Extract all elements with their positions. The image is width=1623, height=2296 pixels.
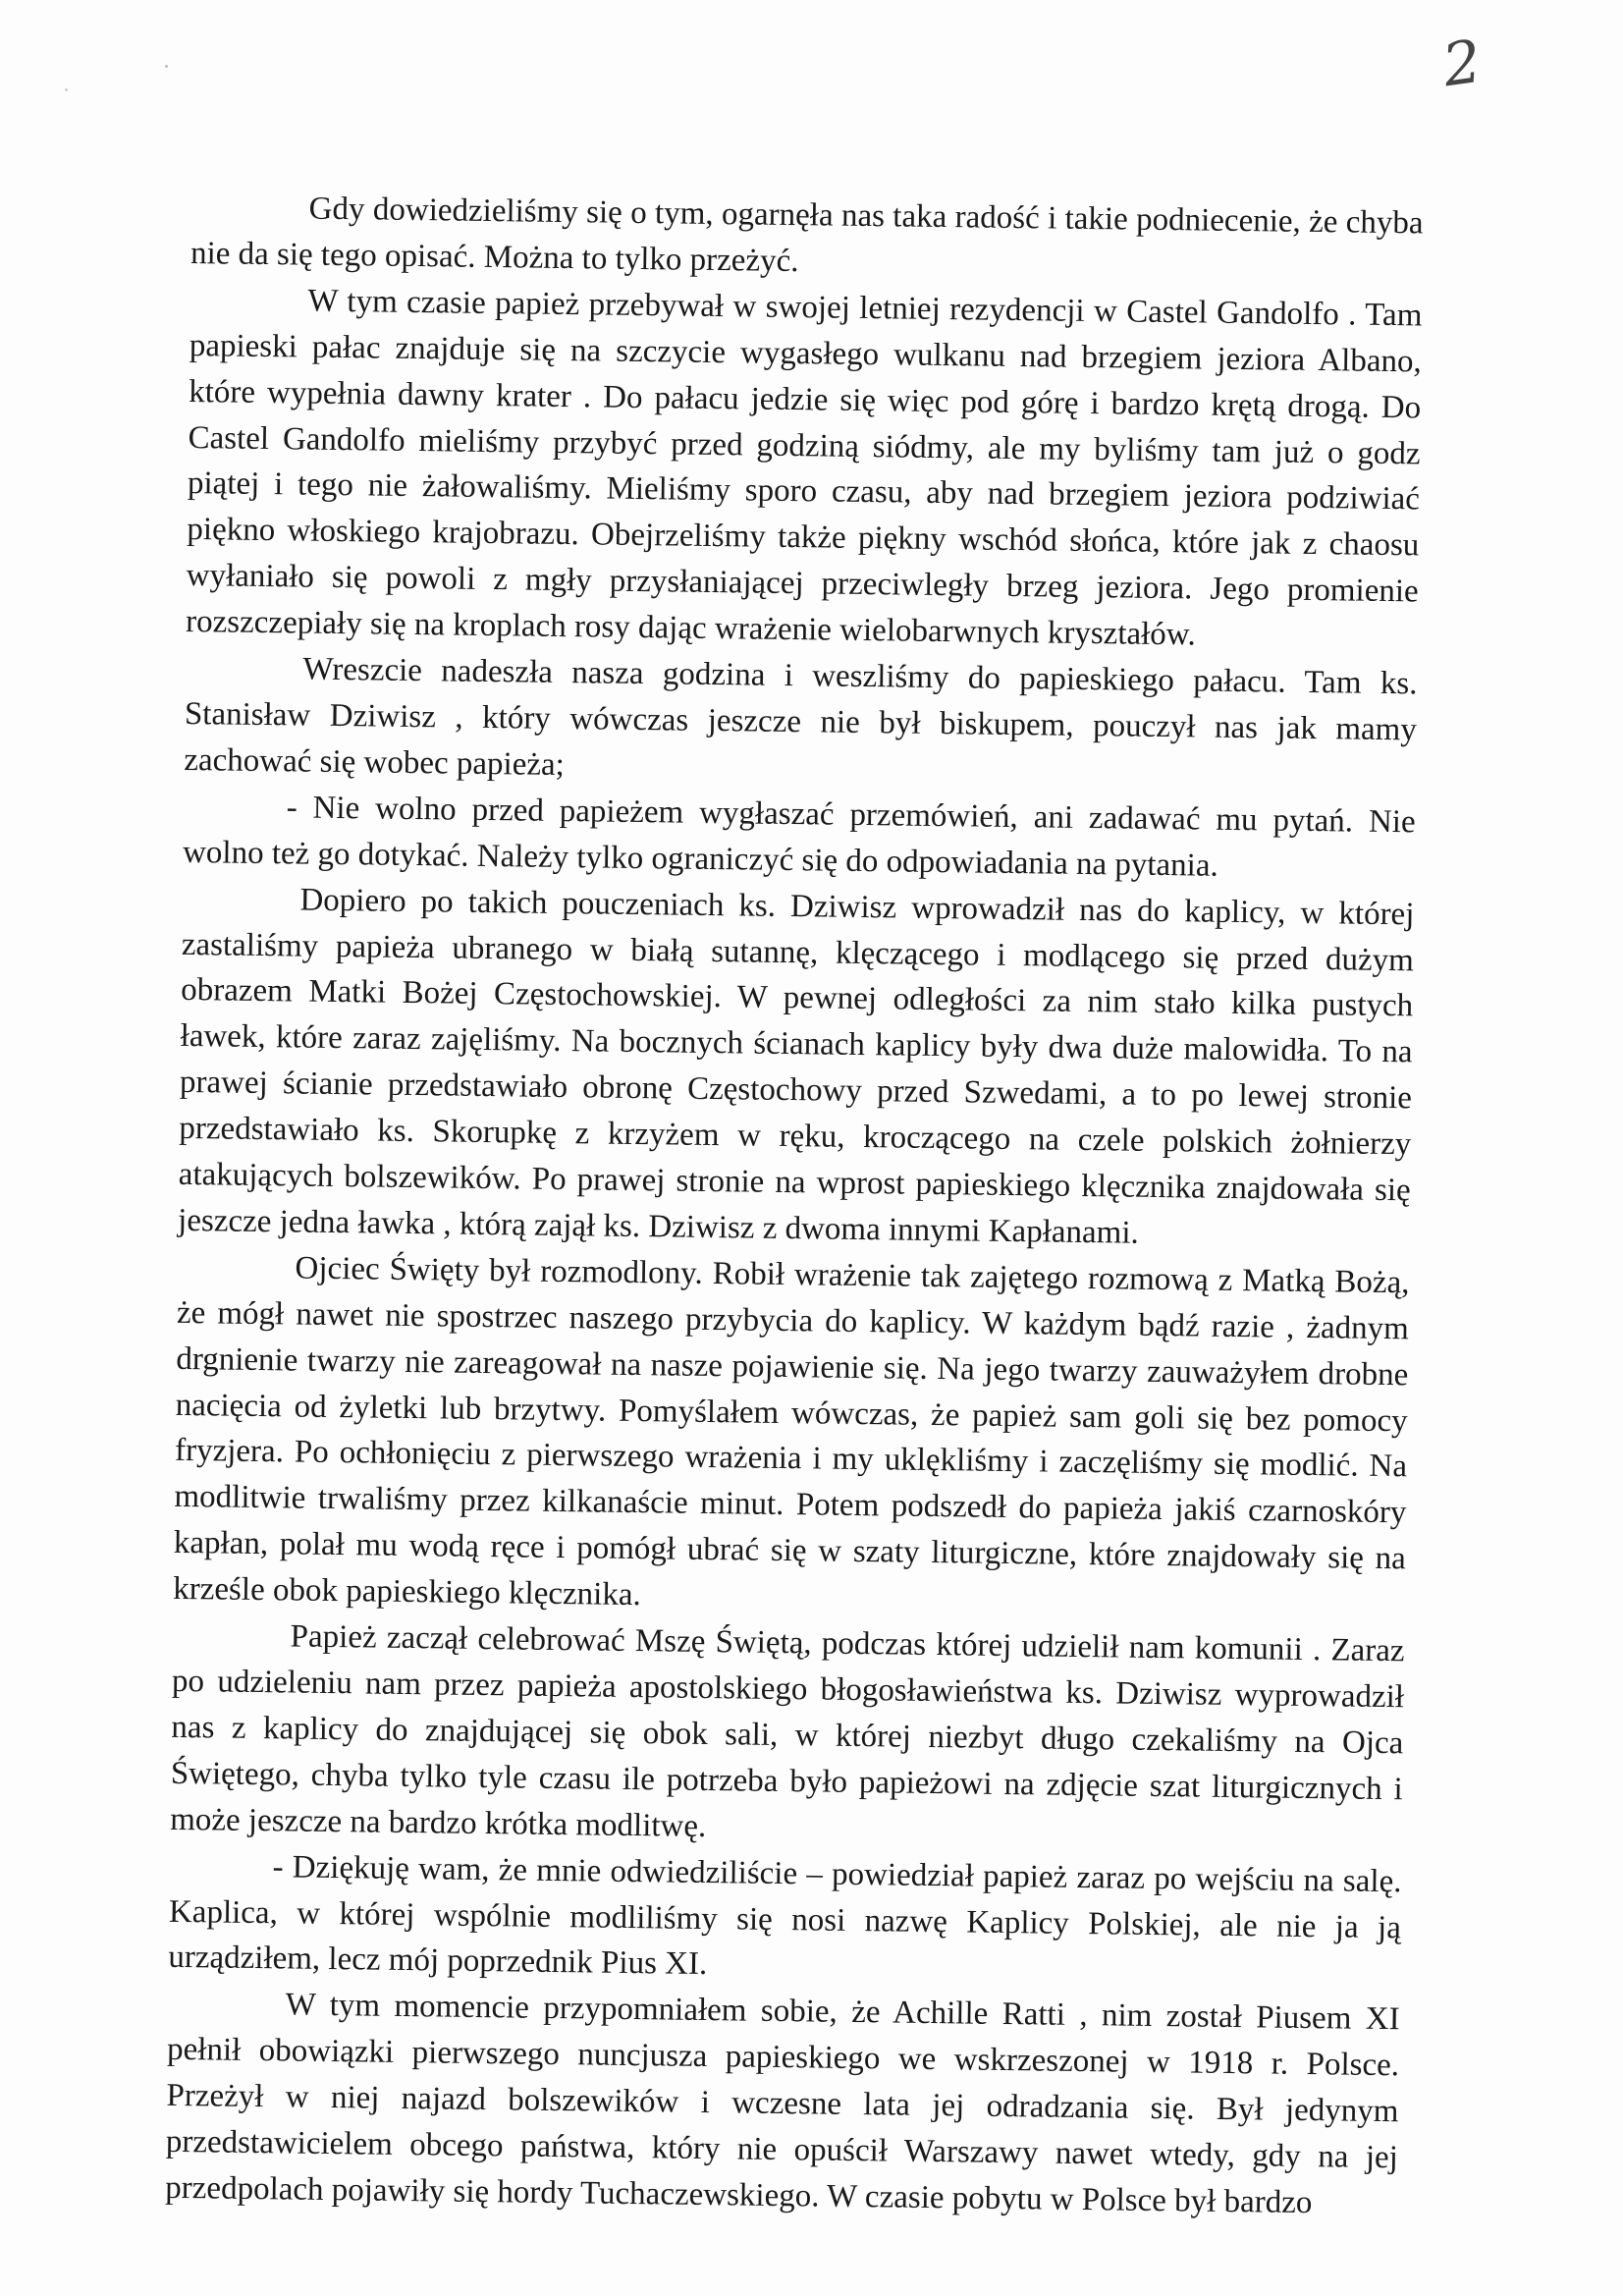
body-text <box>165 185 1424 2227</box>
paragraph: Wreszcie nadeszła nasza godzina i weszliśmy do papieskiego pałacu. Tam ks. Stanisław Dziwisz , który wówczas jeszcze nie był biskupem, pouczył nas jak mamy zachować się wobec papieża; <box>184 651 1418 783</box>
paragraph: Gdy dowiedzieliśmy się o tym, ogarnęła nas taka radość i takie podniecenie, że chyba nie da się tego opisać. Można to tylko przeżyć. <box>189 191 1424 280</box>
page-number: 2 <box>1438 27 1486 101</box>
paragraph: Papież zaczął celebrować Mszę Świętą, podczas której udzielił nam komunii . Zaraz po udzieleniu nam przez papieża apostolskiego błogosławieństwa ks. Dziwisz wyprowadził nas z kaplicy do znajdującej się obok sali, w której niezbyt długo czekaliśmy na Ojca Świętego, chyba tylko tyle czasu ile potrzeba było papieżowi na zdjęcie szat liturgicznych i może jeszcze na bardzo krótka modlitwę. <box>169 1618 1405 1844</box>
scan-speck <box>165 65 168 68</box>
paragraph: - Nie wolno przed papieżem wygłaszać przemówień, ani zadawać mu pytań. Nie wolno też go dotykać. Należy tylko ograniczyć się do odpowiadania na pytania. <box>182 790 1416 884</box>
paragraph: W tym momencie przypomniałem sobie, że Achille Ratti , nim został Piusem XI pełnił obowiązki pierwszego nuncjusza papieskiego we wskrzeszonej w 1918 r. Polsce. Przeżył w niej najazd bolszewików i wczesne lata jej odradzania się. Był jedynym przedstawicielem obcego państwa, który nie opuścił Warszawy nawet wtedy, gdy na jej przedpolach pojawiły się hordy Tuchaczewskiego. W czasie pobytu w Polsce był bardzo <box>165 1987 1400 2221</box>
paragraph: Dopiero po takich pouczeniach ks. Dziwisz wprowadził nas do kaplicy, w której zastaliśmy papieża ubranego w białą sutannę, klęczącego i modlącego się przed dużym obrazem Matki Bożej Częstochowskiej. W pewnej odległości za nim stało kilka pustych ławek, które zaraz zajęliśmy. Na bocznych ścianach kaplicy były dwa duże malowidła. To na prawej ścianie przedstawiało obronę Częstochowy przed Szwedami, a to po lewej stronie przedstawiało ks. Skorupkę z krzyżem w ręku, kroczącego na czele polskich żołnierzy atakujących bolszewików. Po prawej stronie na wprost papieskiego klęcznika znajdowała się jeszcze jedna ławka , którą zajął ks. Dziwisz z dwoma innymi Kapłanami. <box>177 882 1415 1251</box>
paragraph: - Dziękuję wam, że mnie odwiedziliście – powiedział papież zaraz po wejściu na salę. Kaplica, w której wspólnie modliliśmy się nosi nazwę Kaplicy Polskiej, ale nie ja ją urządziłem, lecz mój poprzednik Pius XI. <box>168 1848 1402 1983</box>
scan-speck <box>65 88 68 91</box>
paragraph: Ojciec Święty był rozmodlony. Robił wrażenie tak zajętego rozmową z Matką Bożą, że mógł nawet nie spostrzec naszego przybycia do kaplicy. W każdym bądź razie , żadnym drgnienie twarzy nie zareagował na nasze pojawienie się. Na jego twarzy zauważyłem drobne nacięcia od żyletki lub brzytwy. Pomyślałem wówczas, że papież sam goli się bez pomocy fryzjera. Po ochłonięciu z pierwszego wrażenia i my uklękliśmy i zaczęliśmy się modlić. Na modlitwie trwaliśmy przez kilkanaście minut. Potem podszedł do papieża jakiś czarnoskóry kapłan, polał mu wodą ręce i pomógł ubrać się w szaty liturgiczne, które znajdowały się na krześle obok papieskiego klęcznika. <box>173 1250 1410 1613</box>
paragraph: W tym czasie papież przebywał w swojej letniej rezydencji w Castel Gandolfo . Tam papieski pałac znajduje się na szczycie wygasłego wulkanu nad brzegiem jeziora Albano, które wypełnia dawny krater . Do pałacu jedzie się więc pod górę i bardzo krętą drogą. Do Castel Gandolfo mieliśmy przybyć przed godziną siódmy, ale my byliśmy tam już o godz piątej i tego nie żałowaliśmy. Mieliśmy sporo czasu, aby nad brzegiem jeziora podziwiać piękno włoskiego krajobrazu. Obejrzeliśmy także piękny wschód słońca, które jak z chaosu wyłaniało się powoli z mgły przysłaniającej przeciwległy brzeg jeziora. Jego promienie rozszczepiały się na kroplach rosy dając wrażenie wielobarwnych kryształów. <box>185 283 1423 653</box>
